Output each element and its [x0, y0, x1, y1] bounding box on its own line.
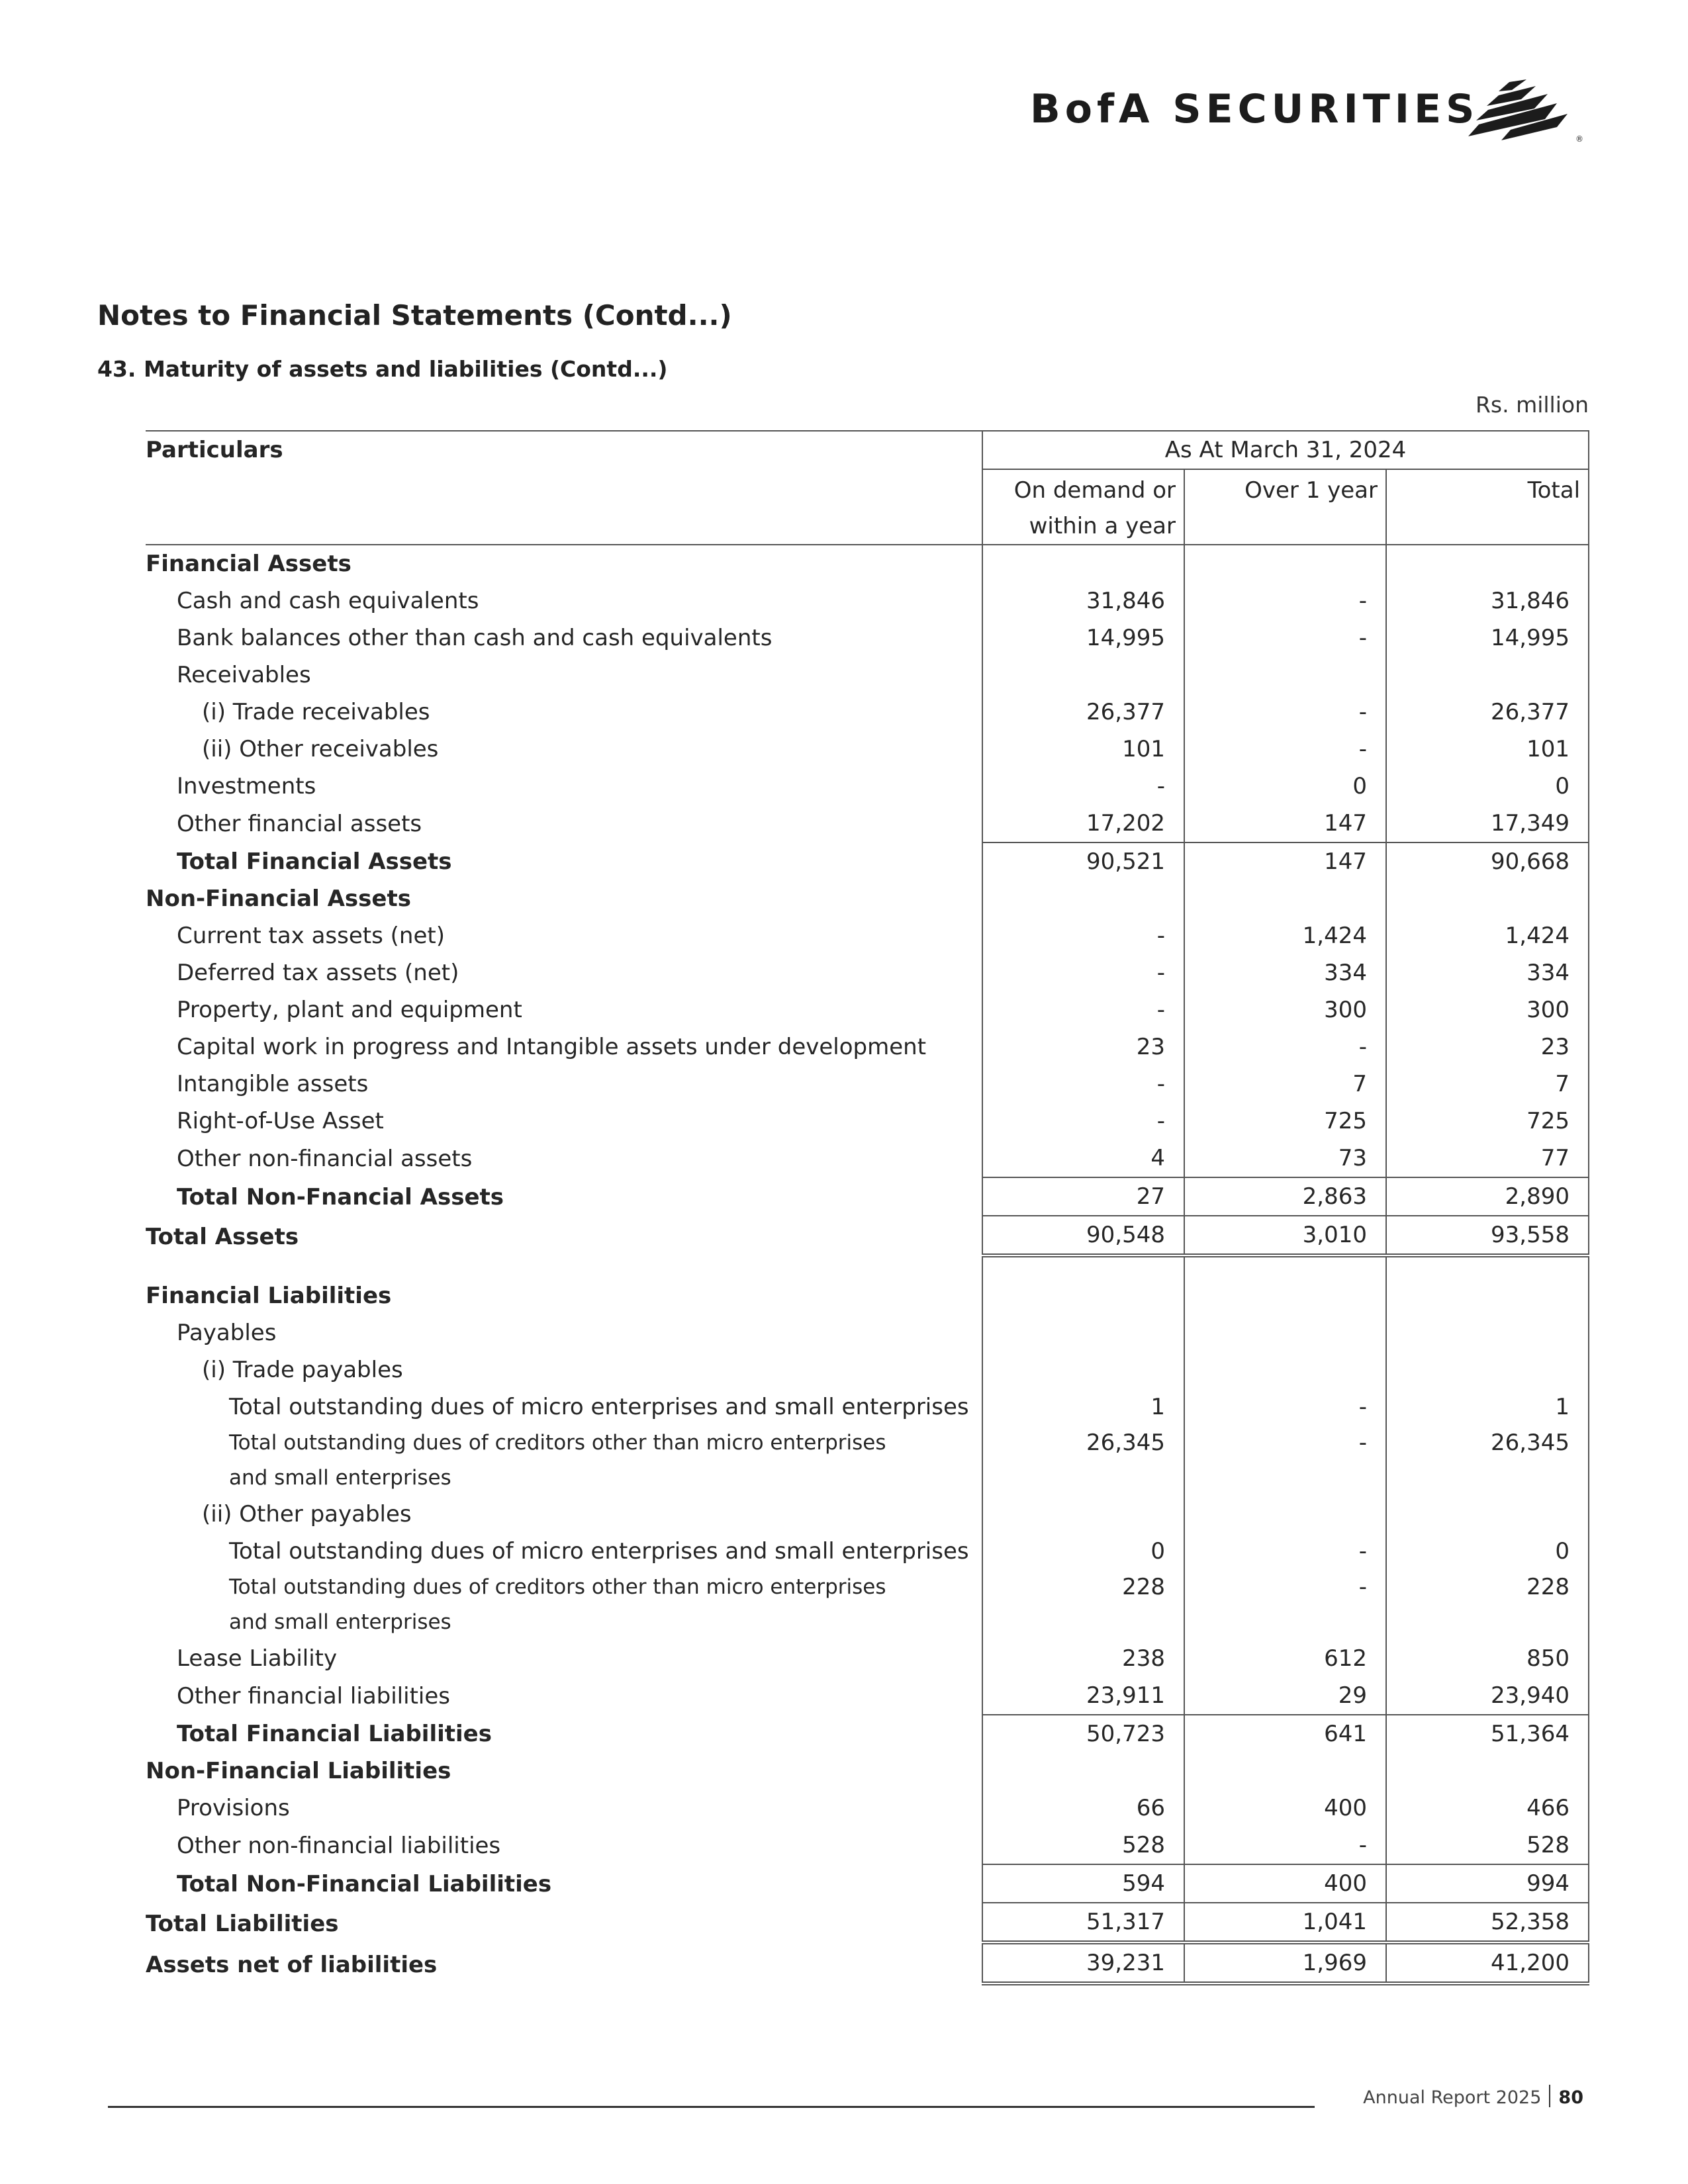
note-title: 43. Maturity of assets and liabilities (Contd...)	[97, 356, 668, 382]
row-label: Total Non-Fnancial Assets	[177, 1184, 504, 1210]
table-row	[146, 1277, 1589, 1314]
total-value	[1386, 1314, 1589, 1351]
table-row	[146, 1177, 1589, 1216]
total-value: 51,364	[1386, 1715, 1589, 1752]
total-value: 26,377	[1386, 694, 1589, 731]
table-row	[146, 1496, 1589, 1533]
over-1-year-value: -	[1184, 1570, 1386, 1640]
footer	[1363, 2085, 1583, 2108]
row-label: Non-Financial Assets	[146, 886, 411, 912]
over-1-year-value: 400	[1184, 1790, 1386, 1827]
total-value: 228	[1386, 1570, 1589, 1640]
on-demand-value: 17,202	[982, 805, 1184, 842]
row-label: Total Non-Financial Liabilities	[177, 1871, 552, 1897]
total-value: 26,345	[1386, 1426, 1589, 1496]
row-label: Total outstanding dues of micro enterprises and small enterprises	[229, 1394, 969, 1420]
table-row	[146, 657, 1589, 694]
on-demand-value: 101	[982, 731, 1184, 768]
row-label: Lease Liability	[177, 1645, 338, 1672]
on-demand-value: 31,846	[982, 582, 1184, 619]
over-1-year-value: -	[1184, 1827, 1386, 1864]
svg-text:®: ®	[1575, 134, 1583, 143]
on-demand-header: On demand or within a year	[982, 469, 1184, 545]
total-value: 1,424	[1386, 917, 1589, 954]
total-value: 850	[1386, 1640, 1589, 1677]
row-label: Total outstanding dues of creditors other than micro enterprises and small enterprises	[229, 1575, 886, 1634]
table-row	[146, 1255, 1589, 1277]
total-value: 994	[1386, 1864, 1589, 1903]
table-row	[146, 1640, 1589, 1677]
table-row	[146, 1903, 1589, 1942]
over-1-year-value: 7	[1184, 1066, 1386, 1103]
over-1-year-value: 334	[1184, 954, 1386, 991]
row-label: Capital work in progress and Intangible assets under development	[177, 1034, 927, 1060]
total-value: 14,995	[1386, 619, 1589, 657]
over-1-year-value: 300	[1184, 991, 1386, 1028]
total-value: 31,846	[1386, 582, 1589, 619]
on-demand-value: -	[982, 1066, 1184, 1103]
table-row	[146, 731, 1589, 768]
on-demand-value: 90,548	[982, 1216, 1184, 1255]
flag-icon	[1458, 77, 1590, 143]
table-row	[146, 1140, 1589, 1177]
total-value: 725	[1386, 1103, 1589, 1140]
table-row	[146, 917, 1589, 954]
on-demand-value: 238	[982, 1640, 1184, 1677]
table-header-row	[146, 431, 1589, 469]
footer-report-name: Annual Report 2025	[1363, 2087, 1542, 2108]
table-row	[146, 1028, 1589, 1066]
table-row	[146, 842, 1589, 880]
total-value: 23	[1386, 1028, 1589, 1066]
table-body	[146, 545, 1589, 1983]
row-label: Current tax assets (net)	[177, 923, 445, 949]
total-value: 1	[1386, 1388, 1589, 1426]
over-1-year-value: 725	[1184, 1103, 1386, 1140]
on-demand-value	[982, 1314, 1184, 1351]
row-label: Payables	[177, 1320, 277, 1346]
row-label	[146, 1255, 982, 1277]
over-1-year-value: -	[1184, 619, 1386, 657]
row-label: Deferred tax assets (net)	[177, 960, 459, 986]
total-value	[1386, 657, 1589, 694]
bofa-securities-logo	[1030, 74, 1586, 147]
over-1-year-value: 73	[1184, 1140, 1386, 1177]
over-1-year-value	[1184, 657, 1386, 694]
total-value: 0	[1386, 1533, 1589, 1570]
table-row	[146, 1677, 1589, 1715]
on-demand-value: 23,911	[982, 1677, 1184, 1715]
table-row	[146, 768, 1589, 805]
row-label: (ii) Other payables	[202, 1501, 412, 1527]
table-row	[146, 582, 1589, 619]
row-label: Total Liabilities	[146, 1911, 339, 1937]
over-1-year-value: -	[1184, 582, 1386, 619]
total-value: 93,558	[1386, 1216, 1589, 1255]
on-demand-value: 594	[982, 1864, 1184, 1903]
page-number: 80	[1558, 2087, 1583, 2108]
on-demand-value: 27	[982, 1177, 1184, 1216]
over-1-year-value	[1184, 880, 1386, 917]
row-label: Non-Financial Liabilities	[146, 1758, 451, 1784]
row-label: Other financial assets	[177, 811, 422, 837]
row-label: Assets net of liabilities	[146, 1952, 438, 1978]
total-value: 466	[1386, 1790, 1589, 1827]
over-1-year-value	[1184, 1351, 1386, 1388]
table-row	[146, 1533, 1589, 1570]
on-demand-value	[982, 880, 1184, 917]
on-demand-value: 26,377	[982, 694, 1184, 731]
total-value: 17,349	[1386, 805, 1589, 842]
over-1-year-header: Over 1 year	[1184, 469, 1386, 545]
table-row	[146, 1864, 1589, 1903]
table-row	[146, 1314, 1589, 1351]
total-value	[1386, 1752, 1589, 1790]
total-value: 300	[1386, 991, 1589, 1028]
total-value	[1386, 1277, 1589, 1314]
row-label: (i) Trade receivables	[202, 699, 430, 725]
on-demand-value: -	[982, 1103, 1184, 1140]
over-1-year-value: 0	[1184, 768, 1386, 805]
over-1-year-value: 400	[1184, 1864, 1386, 1903]
row-label: Total Assets	[146, 1224, 299, 1250]
total-value: 101	[1386, 731, 1589, 768]
over-1-year-value: -	[1184, 1533, 1386, 1570]
table-row	[146, 1942, 1589, 1983]
table-row	[146, 954, 1589, 991]
total-value	[1386, 880, 1589, 917]
on-demand-value	[982, 1351, 1184, 1388]
table-row	[146, 1790, 1589, 1827]
row-label: Other non-financial liabilities	[177, 1833, 501, 1859]
row-label: Intangible assets	[177, 1071, 369, 1097]
table-row	[146, 1066, 1589, 1103]
logo-text: BofA SECURITIES	[1030, 86, 1479, 132]
row-label: Financial Liabilities	[146, 1283, 392, 1309]
over-1-year-value	[1184, 1496, 1386, 1533]
on-demand-value: -	[982, 917, 1184, 954]
table-row	[146, 1715, 1589, 1752]
on-demand-value	[982, 1277, 1184, 1314]
total-value	[1386, 1255, 1589, 1277]
total-value: 23,940	[1386, 1677, 1589, 1715]
on-demand-value: 1	[982, 1388, 1184, 1426]
period-header: As At March 31, 2024	[982, 431, 1589, 469]
row-label: Other non-financial assets	[177, 1146, 473, 1172]
row-label: Total Financial Liabilities	[177, 1721, 492, 1747]
on-demand-value: -	[982, 768, 1184, 805]
over-1-year-value	[1184, 1255, 1386, 1277]
on-demand-value: -	[982, 991, 1184, 1028]
on-demand-value: 51,317	[982, 1903, 1184, 1942]
on-demand-value: 4	[982, 1140, 1184, 1177]
table-row	[146, 1103, 1589, 1140]
table-row	[146, 1388, 1589, 1426]
row-label: Investments	[177, 773, 316, 799]
row-label: Total Financial Assets	[177, 848, 452, 875]
page-heading: Notes to Financial Statements (Contd...)	[97, 299, 732, 332]
total-value: 41,200	[1386, 1942, 1589, 1983]
footer-rule	[108, 2106, 1315, 2108]
total-value: 528	[1386, 1827, 1589, 1864]
table-row	[146, 694, 1589, 731]
footer-separator	[1549, 2085, 1550, 2107]
over-1-year-value: 612	[1184, 1640, 1386, 1677]
over-1-year-value: 147	[1184, 842, 1386, 880]
unit-label: Rs. million	[1475, 392, 1589, 418]
table-row	[146, 545, 1589, 582]
on-demand-value	[982, 1496, 1184, 1533]
total-value: 52,358	[1386, 1903, 1589, 1942]
table-row	[146, 1570, 1589, 1640]
maturity-table	[146, 430, 1589, 1985]
total-value	[1386, 1496, 1589, 1533]
row-label: Other financial liabilities	[177, 1683, 450, 1709]
row-label: Total outstanding dues of micro enterprises and small enterprises	[229, 1538, 969, 1565]
over-1-year-value: 29	[1184, 1677, 1386, 1715]
on-demand-value: 228	[982, 1570, 1184, 1640]
row-label: Cash and cash equivalents	[177, 588, 479, 614]
on-demand-value: 50,723	[982, 1715, 1184, 1752]
row-label: (i) Trade payables	[202, 1357, 403, 1383]
over-1-year-value: -	[1184, 1426, 1386, 1496]
total-value: 77	[1386, 1140, 1589, 1177]
row-label: Provisions	[177, 1795, 290, 1821]
total-value	[1386, 545, 1589, 582]
table-row	[146, 880, 1589, 917]
on-demand-value: 66	[982, 1790, 1184, 1827]
over-1-year-value: 641	[1184, 1715, 1386, 1752]
on-demand-value	[982, 1752, 1184, 1790]
table-row	[146, 1426, 1589, 1496]
over-1-year-value	[1184, 1314, 1386, 1351]
over-1-year-value: -	[1184, 731, 1386, 768]
over-1-year-value: 147	[1184, 805, 1386, 842]
row-label: Right-of-Use Asset	[177, 1108, 384, 1134]
on-demand-value: 39,231	[982, 1942, 1184, 1983]
over-1-year-value: 1,969	[1184, 1942, 1386, 1983]
on-demand-value: 90,521	[982, 842, 1184, 880]
total-value: 0	[1386, 768, 1589, 805]
on-demand-value: 528	[982, 1827, 1184, 1864]
over-1-year-value	[1184, 1752, 1386, 1790]
total-value: 2,890	[1386, 1177, 1589, 1216]
table-row	[146, 1351, 1589, 1388]
total-value: 90,668	[1386, 842, 1589, 880]
table-row	[146, 1216, 1589, 1255]
over-1-year-value: 1,424	[1184, 917, 1386, 954]
row-label: Bank balances other than cash and cash equivalents	[177, 625, 773, 651]
table-row	[146, 1752, 1589, 1790]
table-row	[146, 991, 1589, 1028]
over-1-year-value	[1184, 1277, 1386, 1314]
table-row	[146, 1827, 1589, 1864]
row-label: Receivables	[177, 662, 311, 688]
total-value: 334	[1386, 954, 1589, 991]
row-label: Property, plant and equipment	[177, 997, 522, 1023]
row-label: Total outstanding dues of creditors other than micro enterprises and small enterprises	[229, 1431, 886, 1490]
over-1-year-value: 3,010	[1184, 1216, 1386, 1255]
over-1-year-value: -	[1184, 694, 1386, 731]
on-demand-value	[982, 1255, 1184, 1277]
on-demand-value	[982, 545, 1184, 582]
on-demand-value: 26,345	[982, 1426, 1184, 1496]
row-label: (ii) Other receivables	[202, 736, 439, 762]
on-demand-value: 14,995	[982, 619, 1184, 657]
on-demand-value	[982, 657, 1184, 694]
on-demand-value: -	[982, 954, 1184, 991]
table-row	[146, 805, 1589, 842]
over-1-year-value: 2,863	[1184, 1177, 1386, 1216]
row-label: Financial Assets	[146, 551, 352, 577]
over-1-year-value	[1184, 545, 1386, 582]
table-subheader-row	[146, 469, 1589, 545]
particulars-header: Particulars	[146, 431, 982, 469]
on-demand-value: 0	[982, 1533, 1184, 1570]
over-1-year-value: -	[1184, 1028, 1386, 1066]
table-row	[146, 619, 1589, 657]
over-1-year-value: -	[1184, 1388, 1386, 1426]
total-value: 7	[1386, 1066, 1589, 1103]
total-header: Total	[1386, 469, 1589, 545]
total-value	[1386, 1351, 1589, 1388]
over-1-year-value: 1,041	[1184, 1903, 1386, 1942]
on-demand-value: 23	[982, 1028, 1184, 1066]
